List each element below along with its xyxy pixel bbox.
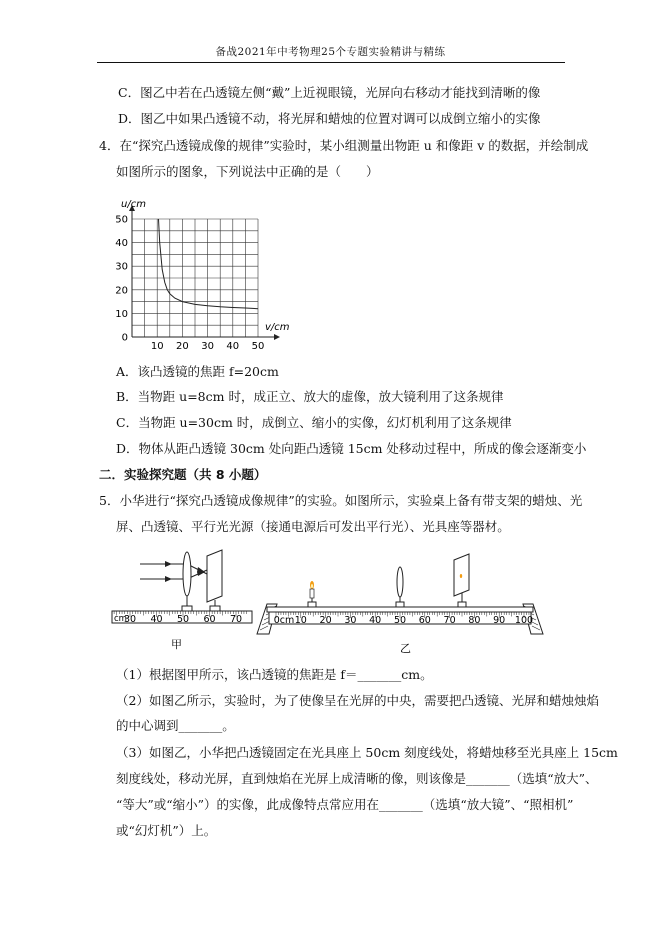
section-title: 二．实验探究题（共 8 小题） [99,467,267,482]
ruler-label: 20 [319,615,332,626]
ruler-label: 80 [468,615,481,626]
x-tick-label: 30 [201,341,214,352]
screen-base [210,606,220,611]
q4-option-d: D．物体从距凸透镜 30cm 处向距凸透镜 15cm 处移动过程中，所成的像会逐渐变小 [116,441,587,456]
lens-base [182,606,192,611]
ruler-label: 40 [369,615,382,626]
q4-option-a: A．该凸透镜的焦距 f=20cm [116,364,279,379]
ruler-label: 70 [443,615,456,626]
figure-yi [255,548,555,656]
q5-part2-line1: （2）如图乙所示，实验时，为了使像呈在光屏的中央，需要把凸透镜、光屏和蜡烛烛焰 [116,693,599,708]
x-tick-label: 40 [226,341,240,352]
u-v-graph [110,195,300,355]
q5-stem-line1: 5．小华进行“探究凸透镜成像规律”的实验。如图所示，实验桌上备有带支架的蜡烛、光 [99,493,583,508]
ruler-label: 50 [393,615,407,626]
q5-stem-line2: 屏、凸透镜、平行光光源（接通电源后可发出平行光）、光具座等器材。 [116,519,510,534]
q5-part3-line1: （3）如图乙，小华把凸透镜固定在光具座上 50cm 刻度线处，将蜡烛移至光具座上 15cm [116,745,618,760]
candle [308,581,316,607]
ruler-label: 90 [493,615,506,626]
x-tick-label: 50 [251,341,265,352]
graph-x-label: v/cm [265,322,290,333]
y-tick-label: 10 [115,308,128,320]
light-screen [207,550,222,602]
ruler-label: 50 [176,614,190,625]
bench-top [267,607,533,612]
figure-jia-label: 甲 [171,638,182,651]
q5-part3-line3: “等大”或“缩小”）的实像，此成像特点常应用在_______（选填“放大镜”、“照相机” [116,797,574,812]
light-rays [140,564,207,579]
ruler-label: 10 [294,615,307,626]
ruler-label: 40 [150,614,163,625]
q4-option-b: B．当物距 u=8cm 时，成正立、放大的虚像，放大镜利用了这条规律 [116,389,504,404]
x-tick-label: 10 [150,341,164,352]
q5-part1: （1）根据图甲所示，该凸透镜的焦距是 f＝_______cm。 [116,667,433,682]
y-tick-label: 30 [115,261,128,273]
ruler-unit: cm [114,614,127,624]
graph-tick-labels [115,215,264,353]
ruler-label: 70 [229,614,243,625]
light-screen-yi [454,554,469,607]
y-tick-label: 40 [115,238,128,250]
graph-axes [129,205,280,340]
q4-stem-line1: 4．在“探究凸透镜成像的规律”实验时，某小组测量出物距 u 和像距 v 的数据，并绘制成 [99,138,589,153]
x-axis-arrow [274,334,280,340]
ruler-label: 60 [203,614,216,625]
q3-option-d: D．图乙中如果凸透镜不动，将光屏和蜡烛的位置对调可以成倒立缩小的实像 [118,111,541,126]
q4-option-c: C．当物距 u=30cm 时，成倒立、缩小的实像，幻灯机利用了这条规律 [116,415,512,430]
y-tick-label: 0 [121,332,128,344]
page-header: 备战2021年中考物理25个专题实验精讲与精练 [215,46,446,58]
x-tick-label: 20 [176,341,189,352]
figure-jia [110,548,260,656]
q5-part2-line2: 的中心调到_______。 [116,718,235,733]
ruler-label: 30 [344,615,357,626]
q4-stem-line2: 如图所示的图象，下列说法中正确的是（ ） [116,164,379,179]
y-tick-label: 20 [115,285,128,297]
graph-grid [132,219,258,337]
graph-y-label: u/cm [121,199,146,210]
u-v-curve [159,219,259,309]
header-divider [97,62,565,63]
ruler-label: 60 [418,615,431,626]
figure-yi-label: 乙 [400,642,411,655]
q5-part3-line2: 刻度线处，移动光屏，直到烛焰在光屏上成清晰的像，则该像是_______（选填“放大”、 [116,771,598,786]
ruler-label: 30 [123,614,137,625]
q5-part3-line4: 或“幻灯机”）上。 [116,823,217,838]
convex-lens [183,552,191,596]
y-tick-label: 50 [115,214,128,226]
ruler-label: 100 [514,615,534,626]
q3-option-c: C．图乙中若在凸透镜左侧“戴”上近视眼镜，光屏向右移动才能找到清晰的像 [118,85,541,100]
convex-lens-yi [396,567,404,607]
ruler-label: 0cm [273,615,295,626]
